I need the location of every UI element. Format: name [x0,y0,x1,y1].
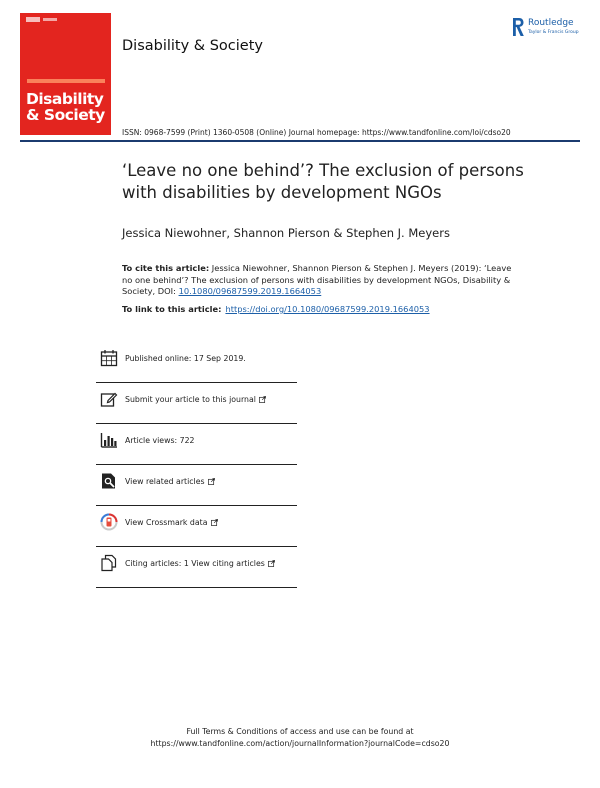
issn-text: ISSN: 0968-7599 (Print) 1360-0508 (Online) Journal homepage: [122,128,362,137]
publisher-name: Routledge [528,18,574,28]
citing-link[interactable] [125,559,275,568]
external-link-icon [208,478,215,485]
article-authors: Jessica Niewohner, Shannon Pierson & Stephen J. Meyers [122,226,450,240]
submit-text[interactable]: Submit your article to this journal [125,395,256,404]
edit-icon [100,390,118,408]
cover-publisher-mark [26,17,40,22]
related-link[interactable] [125,477,215,486]
bar-chart-icon [100,431,118,449]
cite-doi-link[interactable]: 10.1080/09687599.2019.1664053 [178,286,322,296]
cite-label: To cite this article: [122,263,210,273]
external-link-icon [211,519,218,526]
journal-homepage-link[interactable]: https://www.tandfonline.com/loi/cdso20 [361,128,511,137]
published-text: Published online: 17 Sep 2019. [125,354,246,363]
crossmark-link[interactable] [125,518,218,527]
cover-publisher-text [43,18,57,21]
submit-row[interactable] [96,382,297,423]
article-link-line [122,304,430,314]
external-link-icon [259,396,266,403]
cite-text: Jessica Niewohner, Shannon Pierson & Stephen J. Meyers (2019): ‘Leave no one behind’? The exclusion of persons with disabilities by development NGOs, Disability & Society, DOI: [122,263,512,296]
link-label: To link to this article: [122,304,222,314]
citation-block [122,263,517,298]
related-text[interactable]: View related articles [125,477,205,486]
published-row [96,341,297,382]
crossmark-icon [100,513,118,531]
article-title: ‘Leave no one behind’? The exclusion of persons with disabilities by development NGOs [122,161,524,202]
external-link-icon [268,560,275,567]
related-search-icon [100,472,118,490]
related-row[interactable] [96,464,297,505]
citing-documents-icon [100,554,118,572]
divider [96,587,297,588]
routledge-r-icon [511,16,525,38]
citing-text[interactable]: Citing articles: 1 View citing articles [125,559,265,568]
article-doi-link[interactable]: https://doi.org/10.1080/09687599.2019.1664053 [225,304,430,314]
crossmark-row[interactable] [96,505,297,546]
routledge-logo [511,16,591,42]
journal-cover [20,13,111,135]
publisher-tagline: Taylor & Francis Group [528,30,579,35]
issn-line [122,128,511,137]
cover-title [26,91,105,123]
cover-title-line1: Disability [26,90,104,108]
views-text: Article views: 722 [125,436,195,445]
calendar-icon [100,349,118,367]
views-row [96,423,297,464]
header-rule [20,140,580,142]
cover-title-line2: & Society [26,106,105,124]
footer-terms-url[interactable]: https://www.tandfonline.com/action/journalInformation?journalCode=cdso20 [150,739,450,748]
journal-name: Disability & Society [122,38,263,54]
cover-volume-line [27,79,105,83]
footer-terms-text: Full Terms & Conditions of access and use can be found at [186,727,414,736]
footer [0,726,600,750]
citing-row[interactable] [96,546,297,587]
submit-link[interactable] [125,395,266,404]
crossmark-text[interactable]: View Crossmark data [125,518,208,527]
